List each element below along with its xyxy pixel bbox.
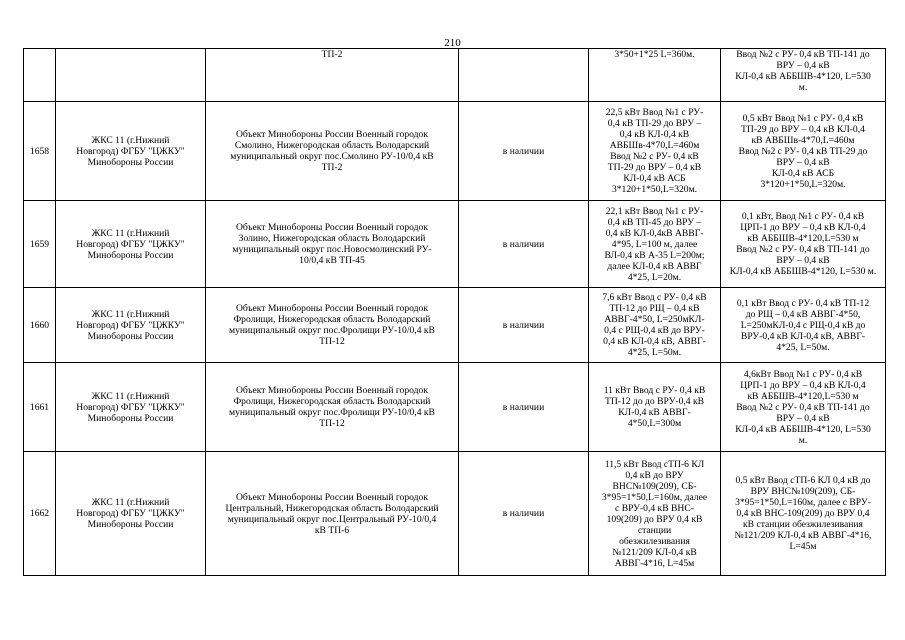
cell-power: 22,1 кВт Ввод №1 с РУ- 0,4 кВ ТП-45 до ВРУ – 0,4 кВ КЛ-0,4кВ АВВГ- 4*95, L=100 м, далее ВЛ-0,4 кВ А-35 L=200м; далее КЛ-0,4 кВ АВВГ 4*25, L=20м.: [589, 201, 721, 288]
table-row: [24, 201, 886, 288]
table-row: [24, 102, 886, 201]
cell-object: Объект Минобороны России Военный городок Фролищи, Нижегородская область Володарский муниципальный округ пос.Фролищи РУ-10/0,4 кВ ТП-12: [206, 288, 459, 363]
cell-connection: 4,6кВт Ввод №1 с РУ- 0,4 кВ ЦРП-1 до ВРУ – 0,4 кВ КЛ-0,4 кВ АББШВ-4*120,L=530 м Ввод №2 с РУ- 0,4 кВ ТП-141 до ВРУ – 0,4 кВ КЛ-0,4 кВ АББШВ-4*120, L=530 м.: [721, 363, 886, 452]
cell-num: 1658: [24, 102, 56, 201]
cell-power: 11 кВт Ввод с РУ- 0,4 кВ ТП-12 до до ВРУ-0,4 кВ КЛ-0,4 кВ АВВГ- 4*50,L=300м: [589, 363, 721, 452]
cell-object: Объект Минобороны России Военный городок Смолино, Нижегородская область Володарский муниципальный округ пос.Смолино РУ-10/0,4 кВ ТП-2: [206, 102, 459, 201]
cell-connection: 0,1 кВт, Ввод №1 с РУ- 0,4 кВ ЦРП-1 до ВРУ – 0,4 кВ КЛ-0,4 кВ АББШВ-4*120,L=530 м Ввод №2 с РУ- 0,4 кВ ТП-141 до ВРУ – 0,4 кВ КЛ-0,4 кВ АББШВ-4*120, L=530 м.: [721, 201, 886, 288]
cell-connection: Ввод №2 с РУ- 0,4 кВ ТП-141 до ВРУ – 0,4 кВ КЛ-0,4 кВ АББШВ-4*120, L=530 м.: [721, 49, 886, 102]
cell-availability: в наличии: [459, 452, 589, 576]
table-row: [24, 452, 886, 576]
table-row: [24, 288, 886, 363]
cell-availability: в наличии: [459, 288, 589, 363]
table-row-continued: [24, 49, 886, 102]
cell-num: 1660: [24, 288, 56, 363]
cell-power: 7,6 кВт Ввод с РУ- 0,4 кВ ТП-12 до РЩ – 0,4 кВ АВВГ-4*50, L=250мКЛ- 0,4 с РЩ-0,4 кВ до ВРУ- 0,4 кВ КЛ-0,4 кВ, АВВГ- 4*25, L=50м.: [589, 288, 721, 363]
cell-connection: 0,5 кВт Ввод сТП-6 КЛ 0,4 кВ до ВРУ ВНС№109(209), СБ- 3*95=1*50,L=160м, далее с ВРУ- 0,4 кВ ВНС-109(209) до ВРУ 0,4 кВ станции обезжилезивания №121/209 КЛ-0,4 кВ АВВГ-4*16, L=45м: [721, 452, 886, 576]
cell-org: [56, 49, 206, 102]
cell-connection: 0,5 кВт Ввод №1 с РУ- 0,4 кВ ТП-29 до ВРУ – 0,4 кВ КЛ-0,4 кВ АВБШв-4*70,L=460м Ввод №2 с РУ- 0,4 кВ ТП-29 до ВРУ – 0,4 кВ КЛ-0,4 кВ АСБ 3*120+1*50,L=320м.: [721, 102, 886, 201]
cell-availability: в наличии: [459, 363, 589, 452]
cell-power: 3*50+1*25 L=360м.: [589, 49, 721, 102]
cell-availability: в наличии: [459, 102, 589, 201]
cell-org: ЖКС 11 (г.Нижний Новгород) ФГБУ "ЦЖКУ" Минобороны России: [56, 288, 206, 363]
registry-table: [23, 48, 886, 576]
cell-object: ТП-2: [206, 49, 459, 102]
cell-object: Объект Минобороны России Военный городок Центральный, Нижегородская область Володарский муниципальный округ пос.Центральный РУ-10/0,4 кВ ТП-6: [206, 452, 459, 576]
cell-object: Объект Минобороны России Военный городок Фролищи, Нижегородская область Володарский муниципальный округ пос.Фролищи РУ-10/0,4 кВ ТП-12: [206, 363, 459, 452]
cell-availability: в наличии: [459, 201, 589, 288]
page-number: 210: [444, 37, 461, 49]
cell-power: 11,5 кВт Ввод сТП-6 КЛ 0,4 кВ до ВРУ ВНС№109(209), СБ- 3*95=1*50,L=160м, далее с ВРУ-0,4 кВ ВНС- 109(209) до ВРУ 0,4 кВ станции обезжилезивания №121/209 КЛ-0,4 кВ АВВГ-4*16, L=45м: [589, 452, 721, 576]
cell-org: ЖКС 11 (г.Нижний Новгород) ФГБУ "ЦЖКУ" Минобороны России: [56, 452, 206, 576]
cell-num: 1662: [24, 452, 56, 576]
cell-num: 1659: [24, 201, 56, 288]
cell-availability: [459, 49, 589, 102]
cell-num: 1661: [24, 363, 56, 452]
cell-org: ЖКС 11 (г.Нижний Новгород) ФГБУ "ЦЖКУ" Минобороны России: [56, 363, 206, 452]
cell-num: [24, 49, 56, 102]
table-row: [24, 363, 886, 452]
cell-org: ЖКС 11 (г.Нижний Новгород) ФГБУ "ЦЖКУ" Минобороны России: [56, 201, 206, 288]
cell-connection: 0,1 кВт Ввод с РУ- 0,4 кВ ТП-12 до РЩ – 0,4 кВ АВВГ-4*50, L=250мКЛ-0,4 с РЩ-0,4 кВ до ВРУ-0,4 кВ КЛ-0,4 кВ, АВВГ- 4*25, L=50м.: [721, 288, 886, 363]
cell-power: 22,5 кВт Ввод №1 с РУ- 0,4 кВ ТП-29 до ВРУ – 0,4 кВ КЛ-0,4 кВ АВБШв-4*70,L=460м Ввод №2 с РУ- 0,4 кВ ТП-29 до ВРУ – 0,4 кВ КЛ-0,4 кВ АСБ 3*120+1*50,L=320м.: [589, 102, 721, 201]
cell-object: Объект Минобороны России Военный городок Золино, Нижегородская область Володарский муниципальный округ пос.Новосмолинский РУ- 10/0,4 кВ ТП-45: [206, 201, 459, 288]
cell-org: ЖКС 11 (г.Нижний Новгород) ФГБУ "ЦЖКУ" Минобороны России: [56, 102, 206, 201]
